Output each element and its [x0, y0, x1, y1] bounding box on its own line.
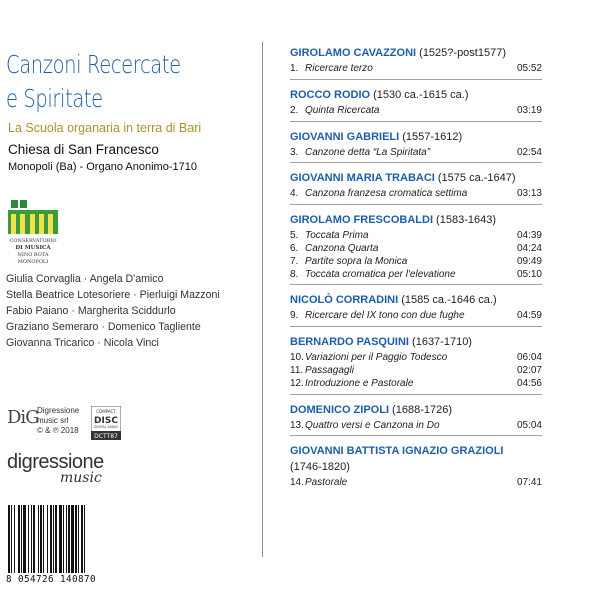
section-separator	[290, 121, 542, 122]
track-row	[290, 63, 542, 76]
track-title: Passagagli	[305, 364, 354, 376]
track-title: Canzone detta “La Spiritata”	[305, 146, 431, 158]
track-row	[290, 243, 542, 256]
logo-text-3: NINO ROTA	[17, 252, 49, 258]
track-row	[290, 269, 542, 282]
section-separator	[290, 284, 542, 285]
barcode-bar	[81, 505, 83, 573]
column-divider	[262, 42, 263, 557]
barcode-bar	[66, 505, 67, 573]
organ-info: Monopoli (Ba) - Organo Anonimo-1710	[8, 161, 197, 173]
barcode-bar	[68, 505, 70, 573]
album-subtitle: La Scuola organaria in terra di Bari	[8, 121, 202, 135]
logo-text-1: CONSERVATORIO	[9, 238, 57, 244]
composer-years: (1637-1710)	[408, 336, 472, 349]
track-number: 12.	[290, 377, 304, 389]
barcode-bar	[55, 505, 57, 573]
barcode-bar	[40, 505, 42, 573]
track-title: Quattro versi e Canzona in Do	[305, 419, 440, 431]
track-row	[290, 477, 542, 490]
composer-years: (1575 ca.-1647)	[434, 172, 516, 185]
composer-name: BERNARDO PASQUINI	[290, 336, 409, 349]
barcode-bar	[78, 505, 79, 573]
track-row	[290, 147, 542, 160]
barcode-bar	[63, 505, 64, 573]
track-number: 1.	[290, 63, 299, 74]
track-duration: 07:41	[516, 477, 542, 489]
musicians-list	[6, 271, 220, 351]
music-brand: music	[60, 470, 102, 486]
track-row	[290, 310, 542, 323]
track-duration: 05:52	[516, 63, 542, 74]
track-title: Canzona Quarta	[305, 242, 379, 254]
composer-heading	[290, 214, 542, 226]
composer-years: (1746-1820)	[290, 461, 350, 474]
composer-name: GIOVANNI MARIA TRABACI	[290, 172, 435, 185]
track-duration: 06:04	[516, 352, 542, 364]
track-duration: 05:10	[516, 268, 542, 280]
composer-heading	[290, 47, 542, 59]
barcode-bar	[21, 505, 22, 573]
barcode-bar	[28, 505, 29, 573]
barcode-bar	[38, 505, 39, 573]
barcode-bar	[53, 505, 54, 573]
barcode-bar	[11, 505, 12, 573]
barcode	[8, 505, 110, 573]
barcode-bar	[18, 505, 20, 573]
track-number: 14.	[290, 477, 304, 489]
composer-years: (1557-1612)	[399, 130, 463, 143]
label-info-line: Digressione	[37, 406, 80, 415]
section-separator	[290, 79, 542, 80]
composer-name: ROCCO RODIO	[290, 88, 371, 101]
logo-text-4: MONOPOLI	[17, 259, 49, 264]
track-duration: 03:19	[516, 104, 542, 116]
track-duration: 04:59	[516, 310, 542, 322]
section-separator	[290, 394, 542, 395]
section-separator	[290, 435, 542, 436]
track-duration: 03:13	[516, 188, 542, 200]
barcode-bar	[75, 505, 77, 573]
track-number: 7.	[290, 255, 299, 267]
track-title: Partite sopra la Monica	[305, 255, 408, 267]
track-row	[290, 105, 542, 118]
composer-heading	[290, 172, 542, 184]
composer-heading	[290, 294, 542, 306]
track-duration: 05:04	[516, 419, 542, 431]
track-number: 5.	[290, 230, 299, 242]
musicians-line: Giulia Corvaglia · Angela D'amico	[6, 273, 164, 285]
track-number: 11.	[290, 364, 304, 376]
barcode-bar	[50, 505, 52, 573]
track-row	[290, 365, 542, 378]
musicians-line: Stella Beatrice Lotesoriere · Pierluigi Mazzoni	[6, 289, 220, 301]
cd-text-3: DIGITAL AUDIO	[94, 425, 118, 429]
composer-heading	[290, 89, 542, 101]
dig-logo: DiG	[7, 407, 39, 428]
track-title: Pastorale	[305, 477, 348, 489]
musicians-line: Giovanna Tricarico · Nicola Vinci	[6, 337, 159, 349]
barcode-bar	[31, 505, 32, 573]
composer-heading	[290, 404, 542, 416]
digressione-brand: digressione	[7, 451, 104, 473]
barcode-bar	[8, 505, 10, 573]
composer-heading	[290, 336, 542, 348]
barcode-bar	[23, 505, 26, 573]
composer-name: NICOLÒ CORRADINI	[290, 294, 399, 307]
section-separator	[290, 162, 542, 163]
composer-years: (1530 ca.-1615 ca.)	[370, 88, 469, 101]
track-duration: 04:56	[516, 377, 542, 389]
logo-text-2: DI MUSICA	[15, 245, 51, 251]
track-row	[290, 352, 542, 365]
track-title: Ricercare del IX tono con due fughe	[305, 310, 465, 322]
track-row	[290, 420, 542, 433]
label-info	[37, 406, 79, 436]
track-duration: 04:39	[516, 230, 542, 242]
church-name: Chiesa di San Francesco	[8, 142, 159, 157]
composer-name: GIROLAMO FRESCOBALDI	[290, 214, 433, 227]
track-title: Toccata cromatica per l'elevatione	[305, 268, 456, 280]
compact-disc-logo	[91, 406, 121, 440]
track-row	[290, 378, 542, 391]
composer-years: (1688-1726)	[389, 403, 452, 416]
track-duration: 02:07	[516, 364, 542, 376]
track-number: 6.	[290, 242, 299, 254]
composer-heading	[290, 445, 542, 457]
section-separator	[290, 326, 542, 327]
track-title: Canzona franzesa cromatica settima	[305, 188, 468, 200]
musicians-line: Graziano Semeraro · Domenico Tagliente	[6, 321, 201, 333]
track-title: Toccata Prima	[305, 230, 369, 242]
track-number: 9.	[290, 310, 299, 322]
composer-name: DOMENICO ZIPOLI	[290, 403, 389, 416]
barcode-bar	[43, 505, 44, 573]
cd-text-2: DISC	[94, 416, 118, 426]
composer-years: (1585 ca.-1646 ca.)	[398, 294, 497, 307]
track-number: 2.	[290, 104, 299, 116]
track-number: 13.	[290, 419, 304, 431]
section-separator	[290, 204, 542, 205]
composer-years: (1583-1643)	[433, 214, 496, 227]
track-row	[290, 230, 542, 243]
track-title: Quinta Ricercata	[305, 104, 380, 116]
label-info-line: music srl	[37, 416, 69, 425]
track-title: Introduzione e Pastorale	[305, 377, 414, 389]
track-number: 8.	[290, 268, 299, 280]
barcode-bar	[71, 505, 74, 573]
track-row	[290, 256, 542, 269]
composer-years: (1525?-post1577)	[416, 47, 506, 59]
conservatory-logo	[8, 200, 58, 264]
cd-text-1: COMPACT	[96, 409, 116, 414]
composer-name: GIOVANNI BATTISTA IGNAZIO GRAZIOLI	[290, 445, 504, 458]
cd-code: DCTT87	[94, 433, 118, 440]
composer-name: GIOVANNI GABRIELI	[290, 130, 400, 143]
composer-name: GIROLAMO CAVAZZONI	[290, 47, 417, 59]
track-number: 10.	[290, 352, 304, 364]
barcode-bar	[33, 505, 35, 573]
composer-heading	[290, 131, 542, 143]
album-title-line2: e Spiritate	[6, 84, 103, 113]
track-duration: 02:54	[516, 146, 542, 158]
musicians-line: Fabio Paiano · Margherita Sciddurlo	[6, 305, 176, 317]
album-title-line1: Canzoni Recercate	[6, 50, 181, 79]
track-duration: 09:49	[516, 255, 542, 267]
barcode-bar	[59, 505, 62, 573]
label-info-line: © & ℗ 2018	[37, 426, 79, 435]
track-number: 4.	[290, 188, 299, 200]
track-title: Ricercare terzo	[305, 63, 373, 74]
barcode-bar	[47, 505, 48, 573]
barcode-bar	[14, 505, 15, 573]
tracklist	[290, 47, 542, 490]
barcode-bar	[84, 505, 85, 573]
track-title: Variazioni per il Paggio Todesco	[305, 352, 448, 364]
barcode-number: 8 054726 140870	[6, 574, 96, 585]
track-duration: 04:24	[516, 242, 542, 254]
track-row	[290, 188, 542, 201]
track-number: 3.	[290, 146, 299, 158]
